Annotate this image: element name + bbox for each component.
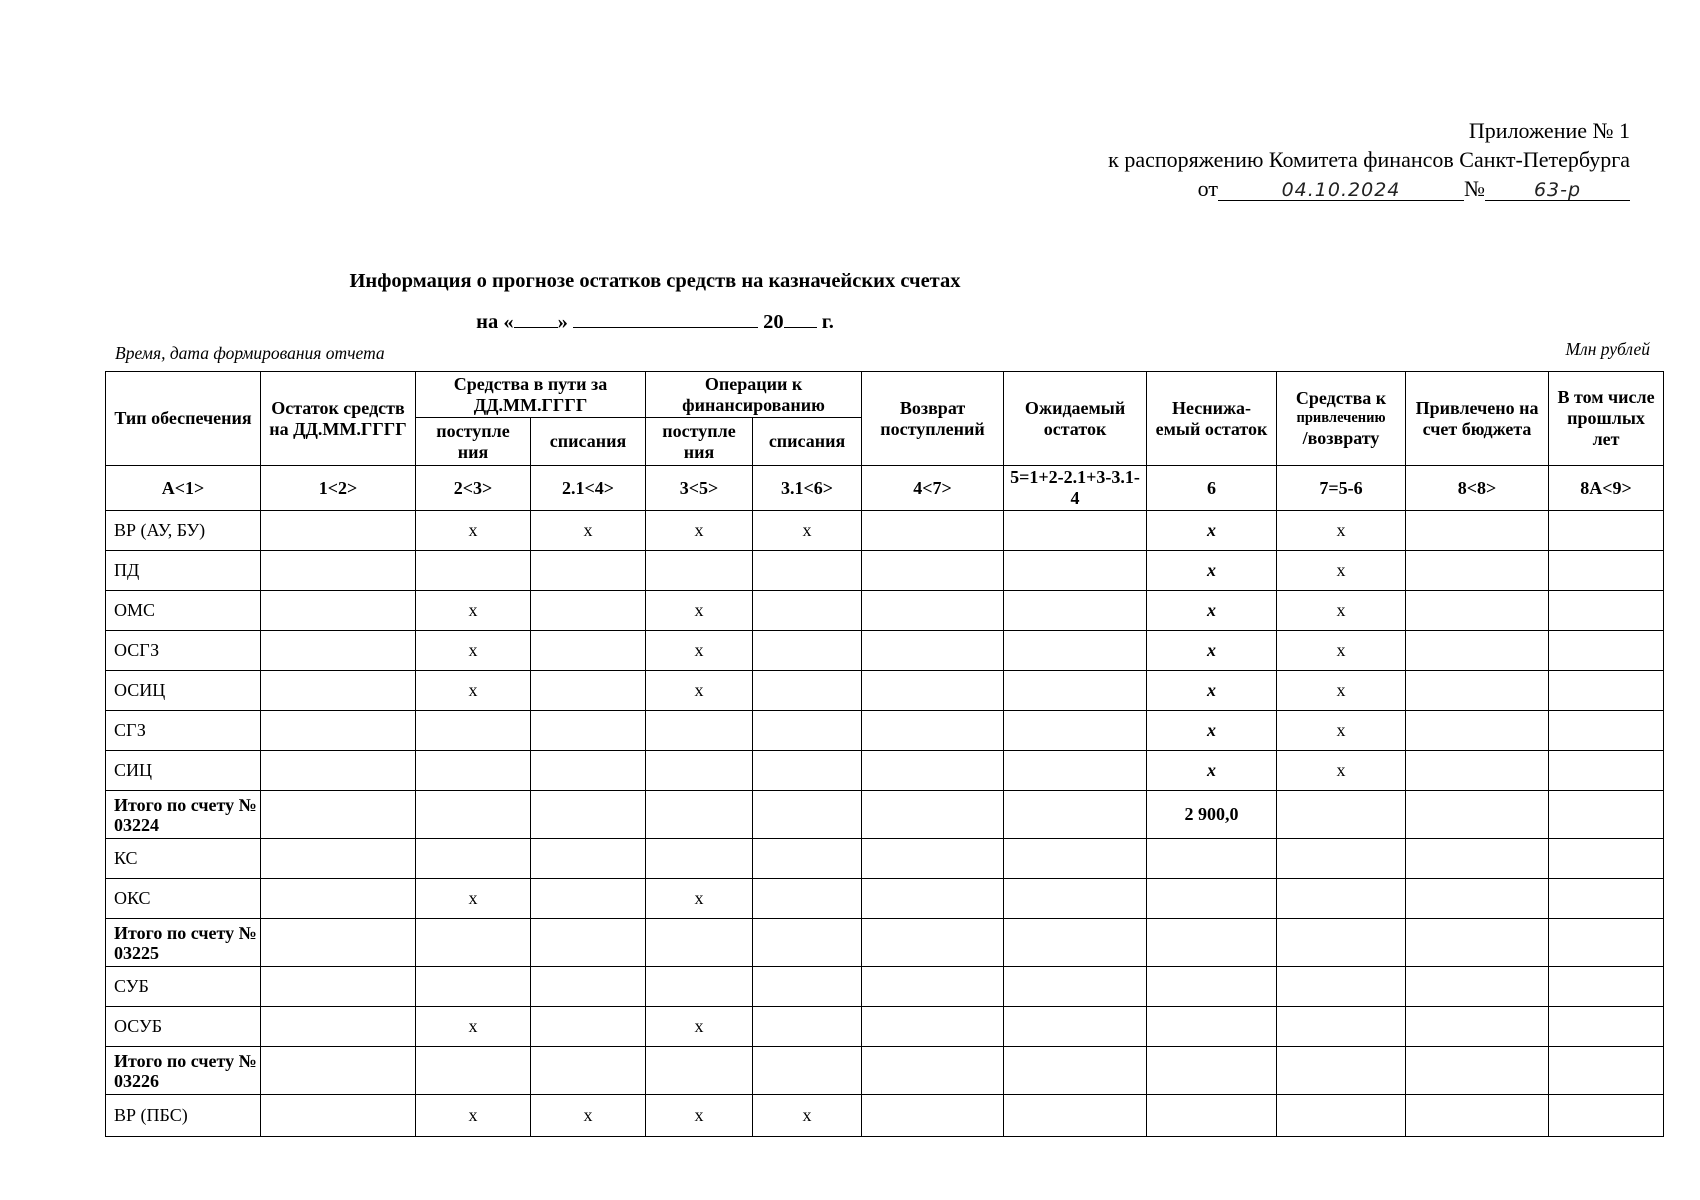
table-cell: [261, 551, 416, 591]
table-cell: [261, 919, 416, 967]
table-cell: х: [416, 879, 531, 919]
table-cell: [862, 751, 1004, 791]
table-cell: [531, 751, 646, 791]
table-cell: х: [646, 511, 753, 551]
table-cell: [531, 631, 646, 671]
header-operations-in: поступле ния: [646, 418, 753, 466]
order-date: 04.10.2024: [1218, 176, 1464, 201]
header-operations: Операции к финансированию: [646, 372, 862, 418]
table-cell: [531, 839, 646, 879]
table-cell: [416, 839, 531, 879]
table-cell: [753, 839, 862, 879]
table-cell: [261, 751, 416, 791]
table-cell: [1406, 879, 1549, 919]
table-cell: [531, 711, 646, 751]
forecast-table: [105, 371, 1664, 1137]
table-cell: [862, 511, 1004, 551]
table-row: [106, 1047, 1664, 1095]
table-cell: [416, 711, 531, 751]
table-cell: x: [1147, 671, 1277, 711]
table-cell: [416, 919, 531, 967]
table-cell: [862, 879, 1004, 919]
table-cell: [753, 967, 862, 1007]
table-cell: [1549, 1007, 1664, 1047]
table-cell: [862, 791, 1004, 839]
table-cell: [531, 1007, 646, 1047]
table-cell: х: [416, 671, 531, 711]
table-cell: [1549, 551, 1664, 591]
table-cell: [1549, 751, 1664, 791]
table-cell: х: [646, 631, 753, 671]
number-label: №: [1464, 176, 1485, 201]
table-cell: [646, 967, 753, 1007]
table-cell: [1549, 919, 1664, 967]
table-cell: [1004, 751, 1147, 791]
table-row: [106, 967, 1664, 1007]
table-cell: х: [1277, 511, 1406, 551]
table-cell: [862, 839, 1004, 879]
table-cell: [1406, 839, 1549, 879]
header-in-transit-in: поступле ния: [416, 418, 531, 466]
table-cell: [1277, 791, 1406, 839]
table-cell: х: [1277, 551, 1406, 591]
row-label: Итого по счету № 03226: [106, 1047, 261, 1095]
table-cell: x: [1147, 631, 1277, 671]
table-cell: [1406, 791, 1549, 839]
table-cell: 2 900,0: [1147, 791, 1277, 839]
table-cell: [1549, 631, 1664, 671]
table-cell: x: [1147, 591, 1277, 631]
header-funds-attract-mid: привлечению: [1296, 410, 1386, 426]
day-blank: [514, 309, 558, 328]
table-cell: [1004, 967, 1147, 1007]
table-cell: [1004, 1007, 1147, 1047]
table-cell: [1549, 671, 1664, 711]
table-cell: х: [646, 879, 753, 919]
table-cell: [1004, 631, 1147, 671]
table-cell: [753, 791, 862, 839]
table-cell: [862, 919, 1004, 967]
table-cell: [862, 711, 1004, 751]
from-label: от: [1197, 176, 1218, 201]
table-cell: [862, 1047, 1004, 1095]
table-cell: х: [1277, 591, 1406, 631]
table-cell: [1406, 551, 1549, 591]
table-cell: [646, 1047, 753, 1095]
table-cell: [1406, 631, 1549, 671]
table-row: [106, 879, 1664, 919]
table-cell: [261, 671, 416, 711]
table-cell: х: [646, 1095, 753, 1137]
table-cell: [1004, 839, 1147, 879]
header-funds-attract-top: Средства к: [1295, 388, 1387, 408]
table-cell: [1406, 511, 1549, 551]
table-cell: [1004, 791, 1147, 839]
table-row: [106, 591, 1664, 631]
table-cell: [862, 591, 1004, 631]
colnum-2-1: 2.1<4>: [531, 466, 646, 511]
table-cell: [261, 879, 416, 919]
row-label: ОКС: [106, 879, 261, 919]
header-nonreducible: Неснижа- емый остаток: [1147, 372, 1277, 466]
table-cell: [1004, 511, 1147, 551]
row-label: Итого по счету № 03225: [106, 919, 261, 967]
table-cell: [1147, 919, 1277, 967]
header-refund: Возврат поступлений: [862, 372, 1004, 466]
table-cell: [1549, 967, 1664, 1007]
table-cell: [1147, 967, 1277, 1007]
table-cell: [753, 631, 862, 671]
table-cell: [862, 1007, 1004, 1047]
document-title: Информация о прогнозе остатков средств на казначейских счетах: [349, 270, 961, 292]
table-cell: [416, 551, 531, 591]
table-cell: [753, 711, 862, 751]
date-suffix: г.: [821, 311, 834, 333]
table-cell: [1277, 1007, 1406, 1047]
row-label: ВР (АУ, БУ): [106, 511, 261, 551]
row-label: ОСУБ: [106, 1007, 261, 1047]
table-cell: [1147, 839, 1277, 879]
appendix-line2: к распоряжению Комитета финансов Санкт-Петербурга: [1108, 147, 1630, 172]
table-cell: [261, 839, 416, 879]
header-attracted: Привлечено на счет бюджета: [1406, 372, 1549, 466]
table-cell: [261, 591, 416, 631]
table-cell: [753, 919, 862, 967]
table-cell: [753, 1047, 862, 1095]
table-cell: [261, 1047, 416, 1095]
table-cell: [261, 967, 416, 1007]
table-cell: [1004, 1047, 1147, 1095]
table-cell: [416, 1047, 531, 1095]
header-prior-years: В том числе прошлых лет: [1549, 372, 1664, 466]
table-cell: [1406, 1007, 1549, 1047]
table-cell: [531, 879, 646, 919]
table-cell: [753, 551, 862, 591]
table-cell: [753, 751, 862, 791]
table-cell: [1277, 879, 1406, 919]
table-cell: х: [416, 511, 531, 551]
row-label: КС: [106, 839, 261, 879]
table-cell: [753, 1007, 862, 1047]
row-label: ОСИЦ: [106, 671, 261, 711]
table-cell: [1004, 711, 1147, 751]
table-cell: [862, 631, 1004, 671]
table-cell: [1406, 1095, 1549, 1137]
table-cell: [753, 671, 862, 711]
table-cell: [646, 919, 753, 967]
table-cell: х: [531, 511, 646, 551]
table-row: [106, 1095, 1664, 1137]
table-cell: [1549, 879, 1664, 919]
appendix-ref-line: [1108, 174, 1630, 203]
table-cell: x: [1147, 751, 1277, 791]
table-cell: [261, 1007, 416, 1047]
year-prefix: 20: [763, 311, 784, 333]
date-prefix: на «: [476, 311, 514, 333]
table-cell: [416, 791, 531, 839]
table-cell: [862, 967, 1004, 1007]
table-cell: [531, 791, 646, 839]
table-cell: [1004, 1095, 1147, 1137]
table-row: [106, 791, 1664, 839]
table-cell: [1004, 551, 1147, 591]
table-cell: [646, 711, 753, 751]
table-cell: [1277, 839, 1406, 879]
row-label: ОСГЗ: [106, 631, 261, 671]
table-cell: [1277, 919, 1406, 967]
table-cell: х: [646, 1007, 753, 1047]
table-cell: х: [1277, 671, 1406, 711]
table-cell: х: [416, 591, 531, 631]
table-cell: [1549, 791, 1664, 839]
row-label: ВР (ПБС): [106, 1095, 261, 1137]
report-date-line: [0, 309, 1310, 334]
table-cell: х: [646, 591, 753, 631]
table-row: [106, 839, 1664, 879]
table-cell: [1549, 591, 1664, 631]
header-balance: Остаток средств на ДД.ММ.ГГГГ: [261, 372, 416, 466]
table-cell: [753, 591, 862, 631]
colnum-2: 2<3>: [416, 466, 531, 511]
table-cell: [753, 879, 862, 919]
table-cell: х: [1277, 751, 1406, 791]
table-cell: [646, 839, 753, 879]
table-cell: [261, 631, 416, 671]
table-cell: [1406, 1047, 1549, 1095]
appendix-line1: Приложение № 1: [1468, 118, 1630, 143]
table-cell: [261, 791, 416, 839]
table-cell: [1004, 879, 1147, 919]
table-cell: х: [646, 671, 753, 711]
units-label: Млн рублей: [1565, 339, 1650, 359]
colnum-1: 1<2>: [261, 466, 416, 511]
table-row: [106, 511, 1664, 551]
table-cell: [416, 751, 531, 791]
row-label: ОМС: [106, 591, 261, 631]
table-cell: [1004, 919, 1147, 967]
table-cell: [646, 791, 753, 839]
table-cell: x: [1147, 551, 1277, 591]
table-row: [106, 671, 1664, 711]
table-row: [106, 919, 1664, 967]
colnum-4: 4<7>: [862, 466, 1004, 511]
table-cell: [1147, 1007, 1277, 1047]
table-row: [106, 751, 1664, 791]
row-label: ПД: [106, 551, 261, 591]
date-quote-close: »: [557, 311, 568, 333]
table-cell: [862, 551, 1004, 591]
table-body: [106, 511, 1664, 1137]
table-cell: х: [1277, 711, 1406, 751]
table-cell: х: [753, 511, 862, 551]
table-cell: х: [416, 1095, 531, 1137]
year-blank: [784, 309, 817, 328]
table-cell: [1549, 839, 1664, 879]
header-operations-out: списания: [753, 418, 862, 466]
table-cell: [646, 551, 753, 591]
table-cell: х: [1277, 631, 1406, 671]
header-funds-attract-bottom: /возврату: [1302, 428, 1380, 448]
table-cell: х: [416, 631, 531, 671]
table-row: [106, 1007, 1664, 1047]
table-cell: х: [416, 1007, 531, 1047]
table-cell: х: [753, 1095, 862, 1137]
header-funds-attract: [1277, 372, 1406, 466]
table-cell: [1277, 1047, 1406, 1095]
table-cell: [1147, 879, 1277, 919]
table-cell: [261, 511, 416, 551]
table-cell: [1406, 751, 1549, 791]
table-cell: [1549, 1095, 1664, 1137]
row-label: СИЦ: [106, 751, 261, 791]
row-label: Итого по счету № 03224: [106, 791, 261, 839]
colnum-3-1: 3.1<6>: [753, 466, 862, 511]
table-cell: [1549, 1047, 1664, 1095]
table-cell: [1406, 919, 1549, 967]
table-cell: [261, 1095, 416, 1137]
table-row: [106, 631, 1664, 671]
table-cell: [1406, 711, 1549, 751]
report-time-label: Время, дата формирования отчета: [115, 343, 385, 363]
table-cell: [1147, 1095, 1277, 1137]
header-in-transit: Средства в пути за ДД.ММ.ГГГГ: [416, 372, 646, 418]
table-cell: [1406, 671, 1549, 711]
table-cell: [416, 967, 531, 1007]
header-type: Тип обеспечения: [106, 372, 261, 466]
header-in-transit-out: списания: [531, 418, 646, 466]
colnum-8a: 8А<9>: [1549, 466, 1664, 511]
table-cell: [531, 551, 646, 591]
table-cell: [1406, 967, 1549, 1007]
table-cell: [1406, 591, 1549, 631]
table-cell: [531, 591, 646, 631]
table-cell: х: [531, 1095, 646, 1137]
table-cell: x: [1147, 711, 1277, 751]
table-cell: [1277, 1095, 1406, 1137]
colnum-6: 6: [1147, 466, 1277, 511]
colnum-5: 5=1+2-2.1+3-3.1-4: [1004, 466, 1147, 511]
row-label: СУБ: [106, 967, 261, 1007]
table-cell: x: [1147, 511, 1277, 551]
table-cell: [261, 711, 416, 751]
table-cell: [862, 671, 1004, 711]
table-cell: [1549, 511, 1664, 551]
table-cell: [646, 751, 753, 791]
order-number: 63-р: [1485, 176, 1630, 201]
table-cell: [531, 1047, 646, 1095]
table-cell: [531, 967, 646, 1007]
colnum-3: 3<5>: [646, 466, 753, 511]
table-cell: [1004, 591, 1147, 631]
table-cell: [1147, 1047, 1277, 1095]
table-row: [106, 711, 1664, 751]
colnum-7: 7=5-6: [1277, 466, 1406, 511]
table-cell: [1549, 711, 1664, 751]
table-cell: [531, 671, 646, 711]
appendix-header: [1108, 116, 1630, 203]
table-cell: [1277, 967, 1406, 1007]
table-cell: [1004, 671, 1147, 711]
table-cell: [862, 1095, 1004, 1137]
colnum-8: 8<8>: [1406, 466, 1549, 511]
month-blank: [573, 309, 758, 328]
table-row: [106, 551, 1664, 591]
column-number-row: [106, 466, 1664, 511]
table-cell: [531, 919, 646, 967]
colnum-a: А<1>: [106, 466, 261, 511]
row-label: СГЗ: [106, 711, 261, 751]
header-expected: Ожидаемый остаток: [1004, 372, 1147, 466]
